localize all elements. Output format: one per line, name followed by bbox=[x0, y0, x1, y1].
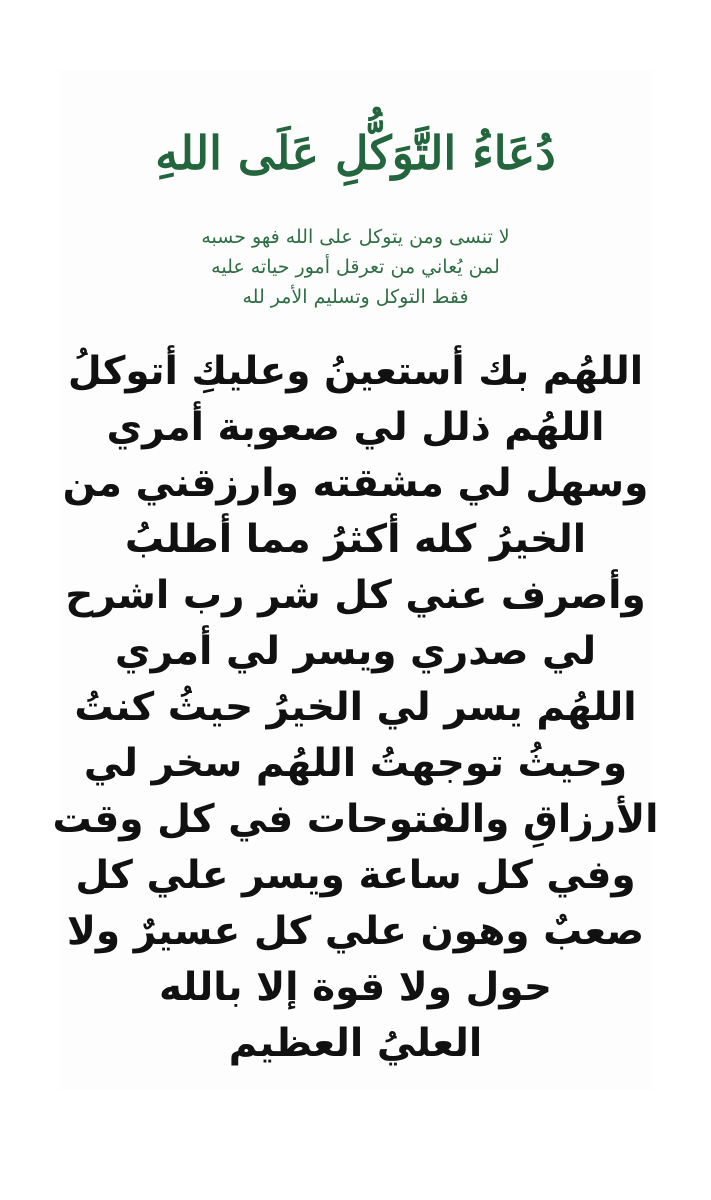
intro-line: فقط التوكل وتسليم الأمر لله bbox=[242, 286, 469, 308]
intro-line: لمن يُعاني من تعرقل أمور حياته عليه bbox=[211, 256, 500, 278]
dua-line: وحيثُ توجهتُ اللهُم سخر لي bbox=[83, 741, 628, 786]
dua-line: صعبٌ وهون علي كل عسيرٌ ولا bbox=[66, 909, 645, 954]
dua-line: اللهُم يسر لي الخيرُ حيثُ كنتُ bbox=[74, 685, 637, 730]
dua-line: وأصرف عني كل شر رب اشرح bbox=[65, 573, 646, 618]
dua-text bbox=[0, 344, 711, 1072]
dua-line: الخيرُ كله أكثرُ مما أطلبُ bbox=[124, 517, 587, 562]
intro-line: لا تنسى ومن يتوكل على الله فهو حسبه bbox=[201, 226, 510, 248]
dua-line: لي صدري ويسر لي أمري bbox=[114, 629, 597, 674]
dua-line: العليُ العظيم bbox=[228, 1021, 483, 1066]
dua-line: حول ولا قوة إلا بالله bbox=[159, 965, 552, 1010]
dua-line: وفي كل ساعة ويسر علي كل bbox=[75, 853, 636, 898]
page-title: دُعَاءُ التَّوَكُّلِ عَلَى اللهِ bbox=[155, 126, 556, 180]
intro-text bbox=[0, 222, 711, 312]
dua-line: اللهُم بك أستعينُ وعليكِ أتوكلُ bbox=[67, 349, 644, 394]
dua-line: وسهل لي مشقته وارزقني من bbox=[62, 461, 649, 506]
dua-line: الأرزاقِ والفتوحات في كل وقت bbox=[52, 797, 659, 842]
dua-line: اللهُم ذلل لي صعوبة أمري bbox=[106, 405, 605, 450]
